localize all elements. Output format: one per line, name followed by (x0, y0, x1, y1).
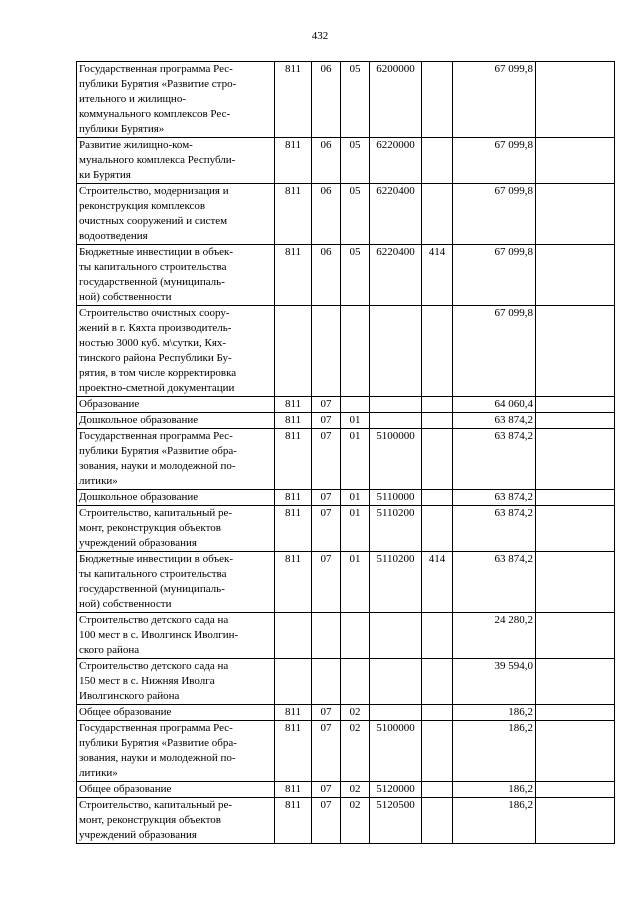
cell-pr: 05 (341, 184, 370, 245)
table-row (77, 552, 615, 613)
cell-blank (536, 62, 615, 138)
cell-name: Образование (77, 397, 275, 413)
cell-blank (536, 413, 615, 429)
cell-csr: 6200000 (370, 62, 422, 138)
table-row (77, 429, 615, 490)
cell-csr: 6220000 (370, 138, 422, 184)
cell-csr (370, 397, 422, 413)
cell-pr: 02 (341, 705, 370, 721)
cell-rz: 07 (312, 413, 341, 429)
cell-blank (536, 798, 615, 844)
cell-blank (536, 245, 615, 306)
table-row (77, 306, 615, 397)
cell-rz: 07 (312, 506, 341, 552)
cell-ved (275, 306, 312, 397)
table-row (77, 506, 615, 552)
cell-name: Государственная программа Рес- публики Бурятия «Развитие обра- зования, науки и молодежной по- литики» (77, 721, 275, 782)
cell-vr (422, 506, 453, 552)
cell-pr: 02 (341, 782, 370, 798)
cell-vr (422, 397, 453, 413)
cell-amount: 24 280,2 (453, 613, 536, 659)
cell-vr (422, 782, 453, 798)
cell-blank (536, 552, 615, 613)
cell-pr (341, 613, 370, 659)
cell-ved (275, 659, 312, 705)
cell-vr (422, 798, 453, 844)
cell-pr: 05 (341, 62, 370, 138)
cell-pr: 05 (341, 245, 370, 306)
table-row (77, 782, 615, 798)
cell-vr (422, 705, 453, 721)
cell-vr: 414 (422, 245, 453, 306)
cell-blank (536, 306, 615, 397)
cell-blank (536, 506, 615, 552)
cell-name: Бюджетные инвестиции в объек- ты капитального строительства государственной (муниципаль- ной) собственности (77, 552, 275, 613)
budget-table (76, 61, 615, 844)
cell-csr (370, 413, 422, 429)
cell-amount: 63 874,2 (453, 413, 536, 429)
cell-name: Строительство детского сада на 100 мест в с. Иволгинск Иволгин- ского района (77, 613, 275, 659)
cell-pr: 01 (341, 506, 370, 552)
cell-rz: 07 (312, 397, 341, 413)
cell-rz: 07 (312, 721, 341, 782)
cell-ved: 811 (275, 490, 312, 506)
cell-rz (312, 306, 341, 397)
cell-name: Бюджетные инвестиции в объек- ты капитального строительства государственной (муниципаль- ной) собственности (77, 245, 275, 306)
cell-amount: 67 099,8 (453, 138, 536, 184)
cell-ved: 811 (275, 721, 312, 782)
cell-vr (422, 721, 453, 782)
table-row (77, 245, 615, 306)
cell-vr: 414 (422, 552, 453, 613)
cell-rz: 07 (312, 705, 341, 721)
table-row (77, 659, 615, 705)
cell-amount: 63 874,2 (453, 490, 536, 506)
table-row (77, 413, 615, 429)
table-row (77, 490, 615, 506)
cell-csr: 6220400 (370, 184, 422, 245)
cell-blank (536, 138, 615, 184)
cell-ved: 811 (275, 184, 312, 245)
cell-csr: 5100000 (370, 429, 422, 490)
cell-amount: 186,2 (453, 705, 536, 721)
cell-pr: 05 (341, 138, 370, 184)
cell-rz: 07 (312, 552, 341, 613)
cell-amount: 63 874,2 (453, 429, 536, 490)
cell-pr (341, 306, 370, 397)
cell-rz (312, 613, 341, 659)
cell-rz: 06 (312, 62, 341, 138)
cell-amount: 67 099,8 (453, 306, 536, 397)
cell-name: Строительство, капитальный ре- монт, реконструкция объектов учреждений образования (77, 798, 275, 844)
cell-name: Дошкольное образование (77, 413, 275, 429)
cell-ved: 811 (275, 782, 312, 798)
cell-ved: 811 (275, 138, 312, 184)
cell-csr: 6220400 (370, 245, 422, 306)
cell-ved: 811 (275, 245, 312, 306)
cell-vr (422, 659, 453, 705)
cell-name: Строительство, модернизация и реконструкция комплексов очистных сооружений и систем водоотведения (77, 184, 275, 245)
cell-csr: 5110200 (370, 552, 422, 613)
cell-csr (370, 659, 422, 705)
cell-amount: 67 099,8 (453, 245, 536, 306)
cell-name: Государственная программа Рес- публики Бурятия «Развитие обра- зования, науки и молодежной по- литики» (77, 429, 275, 490)
cell-name: Дошкольное образование (77, 490, 275, 506)
table-row (77, 184, 615, 245)
cell-blank (536, 659, 615, 705)
cell-blank (536, 490, 615, 506)
cell-amount: 67 099,8 (453, 62, 536, 138)
cell-rz: 06 (312, 245, 341, 306)
cell-pr: 01 (341, 429, 370, 490)
cell-name: Общее образование (77, 705, 275, 721)
cell-ved: 811 (275, 506, 312, 552)
cell-ved: 811 (275, 429, 312, 490)
cell-csr (370, 705, 422, 721)
cell-pr: 02 (341, 721, 370, 782)
table-row (77, 721, 615, 782)
cell-blank (536, 184, 615, 245)
cell-amount: 64 060,4 (453, 397, 536, 413)
cell-blank (536, 782, 615, 798)
cell-csr (370, 306, 422, 397)
cell-ved: 811 (275, 552, 312, 613)
cell-amount: 186,2 (453, 782, 536, 798)
cell-vr (422, 413, 453, 429)
table-row (77, 62, 615, 138)
cell-ved (275, 613, 312, 659)
cell-amount: 186,2 (453, 721, 536, 782)
cell-blank (536, 429, 615, 490)
cell-name: Строительство детского сада на 150 мест в с. Нижняя Иволга Иволгинского района (77, 659, 275, 705)
cell-amount: 186,2 (453, 798, 536, 844)
cell-amount: 39 594,0 (453, 659, 536, 705)
cell-vr (422, 429, 453, 490)
cell-csr: 5120000 (370, 782, 422, 798)
cell-csr: 5100000 (370, 721, 422, 782)
cell-amount: 63 874,2 (453, 506, 536, 552)
table-row (77, 705, 615, 721)
table-row (77, 138, 615, 184)
cell-amount: 63 874,2 (453, 552, 536, 613)
cell-blank (536, 397, 615, 413)
cell-ved: 811 (275, 413, 312, 429)
cell-pr (341, 397, 370, 413)
cell-ved: 811 (275, 62, 312, 138)
cell-vr (422, 138, 453, 184)
cell-blank (536, 613, 615, 659)
table-row (77, 798, 615, 844)
cell-rz: 06 (312, 138, 341, 184)
cell-name: Общее образование (77, 782, 275, 798)
cell-ved: 811 (275, 798, 312, 844)
cell-ved: 811 (275, 705, 312, 721)
cell-pr: 02 (341, 798, 370, 844)
cell-ved: 811 (275, 397, 312, 413)
cell-name: Государственная программа Рес- публики Бурятия «Развитие стро- ительного и жилищно- коммунального комплексов Рес- публики Бурятия» (77, 62, 275, 138)
cell-rz: 07 (312, 798, 341, 844)
cell-name: Строительство, капитальный ре- монт, реконструкция объектов учреждений образования (77, 506, 275, 552)
cell-csr: 5110200 (370, 506, 422, 552)
page-number: 432 (311, 30, 329, 42)
cell-rz: 07 (312, 782, 341, 798)
cell-csr: 5120500 (370, 798, 422, 844)
cell-pr: 01 (341, 552, 370, 613)
cell-name: Строительство очистных соору- жений в г. Кяхта производитель- ностью 3000 куб. м\сутки, Кях- тинского района Республики Бу- рятия, в том числе корректировка проектно-сметной документации (77, 306, 275, 397)
cell-name: Развитие жилищно-ком- мунального комплекса Республи- ки Бурятия (77, 138, 275, 184)
cell-amount: 67 099,8 (453, 184, 536, 245)
cell-blank (536, 705, 615, 721)
cell-rz: 06 (312, 184, 341, 245)
cell-pr (341, 659, 370, 705)
cell-rz: 07 (312, 490, 341, 506)
cell-vr (422, 613, 453, 659)
cell-vr (422, 490, 453, 506)
table-row (77, 613, 615, 659)
cell-blank (536, 721, 615, 782)
cell-pr: 01 (341, 490, 370, 506)
cell-vr (422, 62, 453, 138)
cell-csr (370, 613, 422, 659)
cell-vr (422, 184, 453, 245)
table-row (77, 397, 615, 413)
cell-vr (422, 306, 453, 397)
cell-csr: 5110000 (370, 490, 422, 506)
cell-rz (312, 659, 341, 705)
cell-rz: 07 (312, 429, 341, 490)
cell-pr: 01 (341, 413, 370, 429)
